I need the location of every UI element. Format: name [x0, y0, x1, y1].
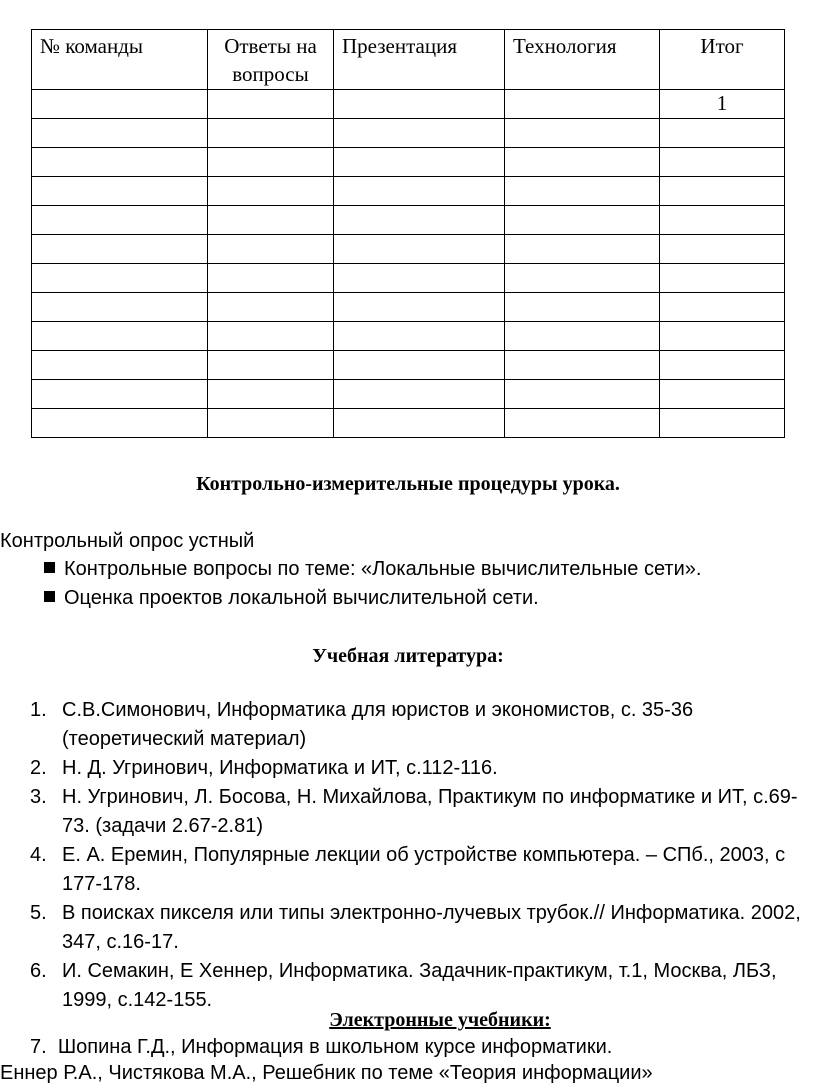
square-bullet-icon: [44, 591, 55, 602]
bullet-item: [44, 587, 539, 610]
table-cell: [334, 322, 505, 351]
table-cell: [660, 177, 785, 206]
header-team-number: № команды: [32, 30, 208, 90]
table-cell: [660, 264, 785, 293]
table-cell: [505, 177, 660, 206]
table-row: [32, 148, 785, 177]
table-cell: [660, 409, 785, 438]
table-cell: [334, 293, 505, 322]
list-item: 3. Н. Угринович, Л. Босова, Н. Михайлова, Практикум по информатике и ИТ, с.69-73. (задачи 2.67-2.81): [30, 786, 798, 837]
table-cell: [334, 148, 505, 177]
table-cell: [505, 293, 660, 322]
literature-list: [0, 696, 812, 1015]
literature-heading: Учебная литература:: [312, 645, 504, 667]
table-cell: [660, 322, 785, 351]
table-row: [32, 351, 785, 380]
table-row: [32, 177, 785, 206]
table-cell: [334, 177, 505, 206]
list-item: 5. В поисках пикселя или типы электронно-лучевых трубок.// Информатика. 2002, 347, с.16-17.: [30, 902, 801, 953]
table-cell: [660, 293, 785, 322]
table-header-row: [32, 30, 785, 90]
table-cell: [505, 235, 660, 264]
table-row: [32, 264, 785, 293]
table-cell: [32, 206, 208, 235]
table-cell: [32, 90, 208, 119]
table-cell: [208, 177, 334, 206]
table-cell: [208, 322, 334, 351]
control-heading: Контрольно-измерительные процедуры урока.: [196, 473, 620, 495]
table-row: [32, 235, 785, 264]
table-cell: [334, 119, 505, 148]
table-cell: [505, 409, 660, 438]
table-row: [32, 119, 785, 148]
table-cell: [660, 206, 785, 235]
table-cell: [208, 148, 334, 177]
ebooks-heading: Электронные учебники:: [329, 1009, 551, 1031]
table-cell: [32, 148, 208, 177]
total-cell: 1: [660, 90, 785, 119]
table-cell: [208, 235, 334, 264]
header-presentation: Презентация: [334, 30, 505, 90]
table-cell: [32, 293, 208, 322]
header-total: Итог: [660, 30, 785, 90]
table-cell: [505, 322, 660, 351]
list-item: 6. И. Семакин, Е Хеннер, Информатика. Задачник-практикум, т.1, Москва, ЛБЗ, 1999, с.142-155.: [30, 960, 777, 1011]
table-cell: [334, 90, 505, 119]
table-cell: [505, 206, 660, 235]
bullet-text: Оценка проектов локальной вычислительной сети.: [64, 587, 539, 609]
table-cell: [334, 206, 505, 235]
table-row: [32, 206, 785, 235]
square-bullet-icon: [44, 562, 55, 573]
table-cell: [32, 119, 208, 148]
header-technology: Технология: [505, 30, 660, 90]
table-row: [32, 90, 785, 119]
table-cell: [208, 409, 334, 438]
table-cell: [208, 380, 334, 409]
table-cell: [660, 119, 785, 148]
table-cell: [208, 119, 334, 148]
table-cell: [32, 264, 208, 293]
list-item: 4. Е. А. Еремин, Популярные лекции об устройстве компьютера. – СПб., 2003, с 177-178.: [30, 844, 786, 895]
table-cell: [208, 293, 334, 322]
list-item: 2. Н. Д. Угринович, Информатика и ИТ, с.112-116.: [30, 757, 498, 779]
oral-survey-text: Контрольный опрос устный: [0, 530, 255, 552]
table-cell: [334, 380, 505, 409]
table-cell: [334, 409, 505, 438]
table-row: [32, 409, 785, 438]
table-cell: [32, 351, 208, 380]
table-row: [32, 293, 785, 322]
table-cell: [32, 235, 208, 264]
table-cell: [334, 235, 505, 264]
table-cell: [208, 264, 334, 293]
score-table: [31, 29, 785, 438]
table-row: [32, 380, 785, 409]
table-cell: [660, 148, 785, 177]
table-cell: [505, 119, 660, 148]
table-cell: [32, 409, 208, 438]
table-cell: [208, 351, 334, 380]
table-cell: [334, 264, 505, 293]
bullet-item: [44, 558, 701, 581]
table-row: [32, 322, 785, 351]
table-cell: [505, 380, 660, 409]
table-cell: [660, 235, 785, 264]
table-cell: [660, 380, 785, 409]
table-cell: [334, 351, 505, 380]
ebook-item: 7. Шопина Г.Д., Информация в школьном курсе информатики.: [30, 1036, 613, 1058]
table-cell: [505, 90, 660, 119]
table-cell: [208, 90, 334, 119]
header-answers: Ответы на вопросы: [208, 30, 334, 90]
table-cell: [505, 148, 660, 177]
table-cell: [208, 206, 334, 235]
last-line: Еннер Р.А., Чистякова М.А., Решебник по теме «Теория информации»: [0, 1062, 653, 1084]
table-cell: [32, 177, 208, 206]
table-cell: [32, 322, 208, 351]
list-item: 1. С.В.Симонович, Информатика для юристов и экономистов, с. 35-36 (теоретический материал): [30, 699, 694, 750]
table-cell: [660, 351, 785, 380]
table-cell: [505, 351, 660, 380]
table-cell: [32, 380, 208, 409]
table-cell: [505, 264, 660, 293]
bullet-text: Контрольные вопросы по теме: «Локальные вычислительные сети».: [64, 558, 702, 580]
